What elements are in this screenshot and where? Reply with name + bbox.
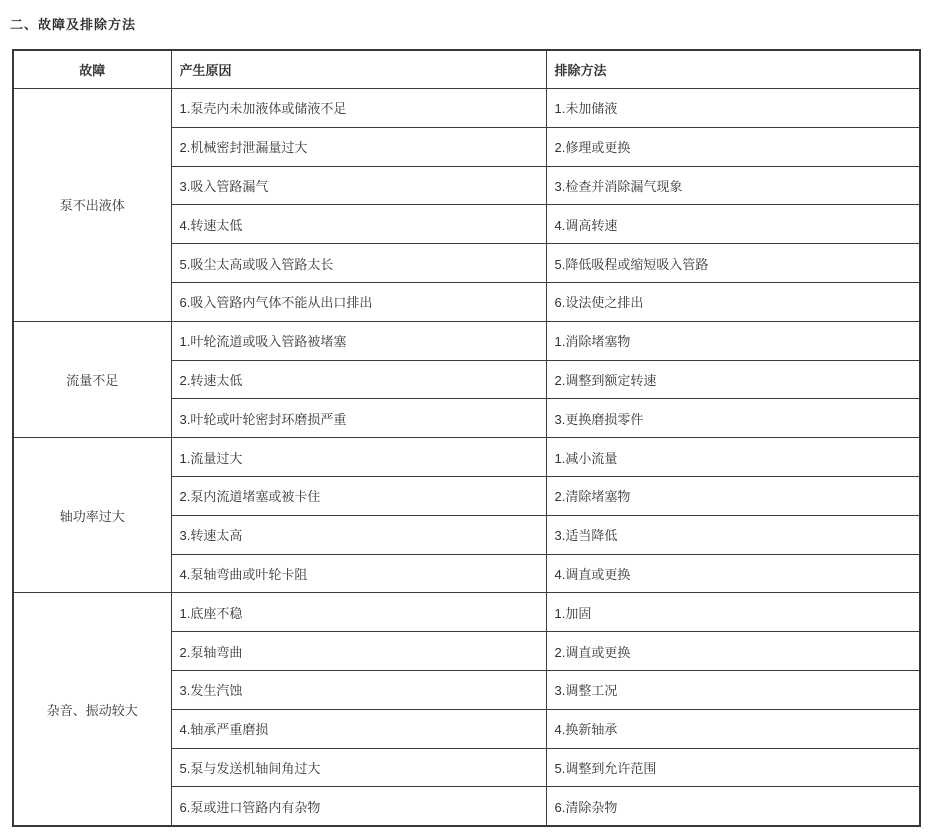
remedy-cell: 2.调整到额定转速 — [546, 360, 920, 399]
cause-cell: 3.转速太高 — [171, 515, 546, 554]
cause-cell: 3.吸入管路漏气 — [171, 166, 546, 205]
table-row — [13, 438, 920, 477]
fault-cell: 杂音、振动较大 — [13, 593, 171, 826]
cause-cell: 1.流量过大 — [171, 438, 546, 477]
remedy-cell: 5.调整到允许范围 — [546, 748, 920, 787]
remedy-cell: 4.调高转速 — [546, 205, 920, 244]
cause-cell: 1.泵壳内未加液体或储液不足 — [171, 89, 546, 128]
remedy-cell: 1.加固 — [546, 593, 920, 632]
remedy-cell: 3.适当降低 — [546, 515, 920, 554]
table-header-row — [13, 50, 920, 89]
remedy-cell: 1.减小流量 — [546, 438, 920, 477]
remedy-cell: 4.换新轴承 — [546, 709, 920, 748]
cause-cell: 2.机械密封泄漏量过大 — [171, 127, 546, 166]
remedy-cell: 2.调直或更换 — [546, 632, 920, 671]
remedy-cell: 1.未加储液 — [546, 89, 920, 128]
column-header-remedy: 排除方法 — [546, 50, 920, 89]
remedy-cell: 3.检查并消除漏气现象 — [546, 166, 920, 205]
column-header-fault: 故障 — [13, 50, 171, 89]
remedy-cell: 4.调直或更换 — [546, 554, 920, 593]
cause-cell: 6.吸入管路内气体不能从出口排出 — [171, 282, 546, 321]
remedy-cell: 5.降低吸程或缩短吸入管路 — [546, 244, 920, 283]
cause-cell: 3.叶轮或叶轮密封环磨损严重 — [171, 399, 546, 438]
cause-cell: 6.泵或进口管路内有杂物 — [171, 787, 546, 826]
cause-cell: 1.底座不稳 — [171, 593, 546, 632]
page-title: 二、故障及排除方法 — [10, 17, 137, 32]
cause-cell: 4.轴承严重磨损 — [171, 709, 546, 748]
remedy-cell: 6.清除杂物 — [546, 787, 920, 826]
remedy-cell: 1.消除堵塞物 — [546, 321, 920, 360]
remedy-cell: 6.设法使之排出 — [546, 282, 920, 321]
table-row — [13, 89, 920, 128]
fault-table — [12, 49, 921, 827]
cause-cell: 2.泵内流道堵塞或被卡住 — [171, 476, 546, 515]
table-row — [13, 593, 920, 632]
cause-cell: 4.转速太低 — [171, 205, 546, 244]
remedy-cell: 2.修理或更换 — [546, 127, 920, 166]
fault-cell: 轴功率过大 — [13, 438, 171, 593]
cause-cell: 2.转速太低 — [171, 360, 546, 399]
cause-cell: 5.泵与发送机轴间角过大 — [171, 748, 546, 787]
cause-cell: 2.泵轴弯曲 — [171, 632, 546, 671]
column-header-cause: 产生原因 — [171, 50, 546, 89]
fault-cell: 流量不足 — [13, 321, 171, 437]
cause-cell: 4.泵轴弯曲或叶轮卡阻 — [171, 554, 546, 593]
cause-cell: 3.发生汽蚀 — [171, 670, 546, 709]
remedy-cell: 2.清除堵塞物 — [546, 476, 920, 515]
remedy-cell: 3.调整工况 — [546, 670, 920, 709]
table-row — [13, 321, 920, 360]
cause-cell: 5.吸尘太高或吸入管路太长 — [171, 244, 546, 283]
cause-cell: 1.叶轮流道或吸入管路被堵塞 — [171, 321, 546, 360]
remedy-cell: 3.更换磨损零件 — [546, 399, 920, 438]
fault-cell: 泵不出液体 — [13, 89, 171, 322]
